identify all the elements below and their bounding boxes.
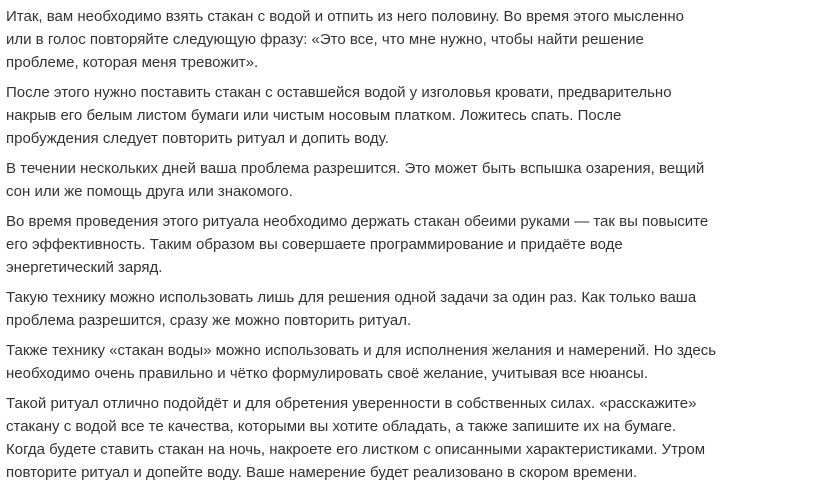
paragraph-1 — [6, 5, 806, 74]
paragraph-4 — [6, 210, 806, 279]
paragraph-line: повторите ритуал и допейте воду. Ваше намерение будет реализовано в скором времени. — [6, 464, 638, 481]
paragraph-line: После этого нужно поставить стакан с оставшейся водой у изголовья кровати, предварительно — [6, 84, 672, 101]
paragraph-line: В течении нескольких дней ваша проблема разрешится. Это может быть вспышка озарения, вещий — [6, 160, 705, 177]
paragraph-line: Также технику «стакан воды» можно использовать и для исполнения желания и намерений. Но здесь — [6, 342, 717, 359]
paragraph-line: необходимо очень правильно и чётко формулировать своё желание, учитывая все нюансы. — [6, 365, 648, 382]
paragraph-line: пробуждения следует повторить ритуал и допить воду. — [6, 130, 389, 147]
paragraph-line: Когда будете ставить стакан на ночь, накроете его листком с описанными характеристиками. Утром — [6, 441, 706, 458]
paragraph-7 — [6, 392, 806, 484]
paragraph-line: или в голос повторяйте следующую фразу: «Это все, что мне нужно, чтобы найти решение — [6, 31, 644, 48]
paragraph-line: сон или же помощь друга или знакомого. — [6, 183, 293, 200]
article-body — [6, 5, 806, 491]
paragraph-2 — [6, 81, 806, 150]
paragraph-line: Такую технику можно использовать лишь для решения одной задачи за один раз. Как только ваша — [6, 289, 697, 306]
paragraph-line: накрыв его белым листом бумаги или чистым носовым платком. Ложитесь спать. После — [6, 107, 622, 124]
paragraph-line: стакану с водой все те качества, которыми вы хотите обладать, а также запишите их на бумаге. — [6, 418, 677, 435]
paragraph-line: его эффективность. Таким образом вы совершаете программирование и придаёте воде — [6, 236, 623, 253]
paragraph-line: Во время проведения этого ритуала необходимо держать стакан обеими руками — так вы повысите — [6, 213, 709, 230]
paragraph-line: Итак, вам необходимо взять стакан с водой и отпить из него половину. Во время этого мысленно — [6, 8, 684, 25]
paragraph-5 — [6, 286, 806, 332]
paragraph-line: энергетический заряд. — [6, 259, 163, 276]
paragraph-line: проблема разрешится, сразу же можно повторить ритуал. — [6, 312, 412, 329]
paragraph-line: Такой ритуал отлично подойдёт и для обретения уверенности в собственных силах. «расскажите» — [6, 395, 697, 412]
paragraph-6 — [6, 339, 806, 385]
paragraph-3 — [6, 157, 806, 203]
paragraph-line: проблеме, которая меня тревожит». — [6, 54, 259, 71]
